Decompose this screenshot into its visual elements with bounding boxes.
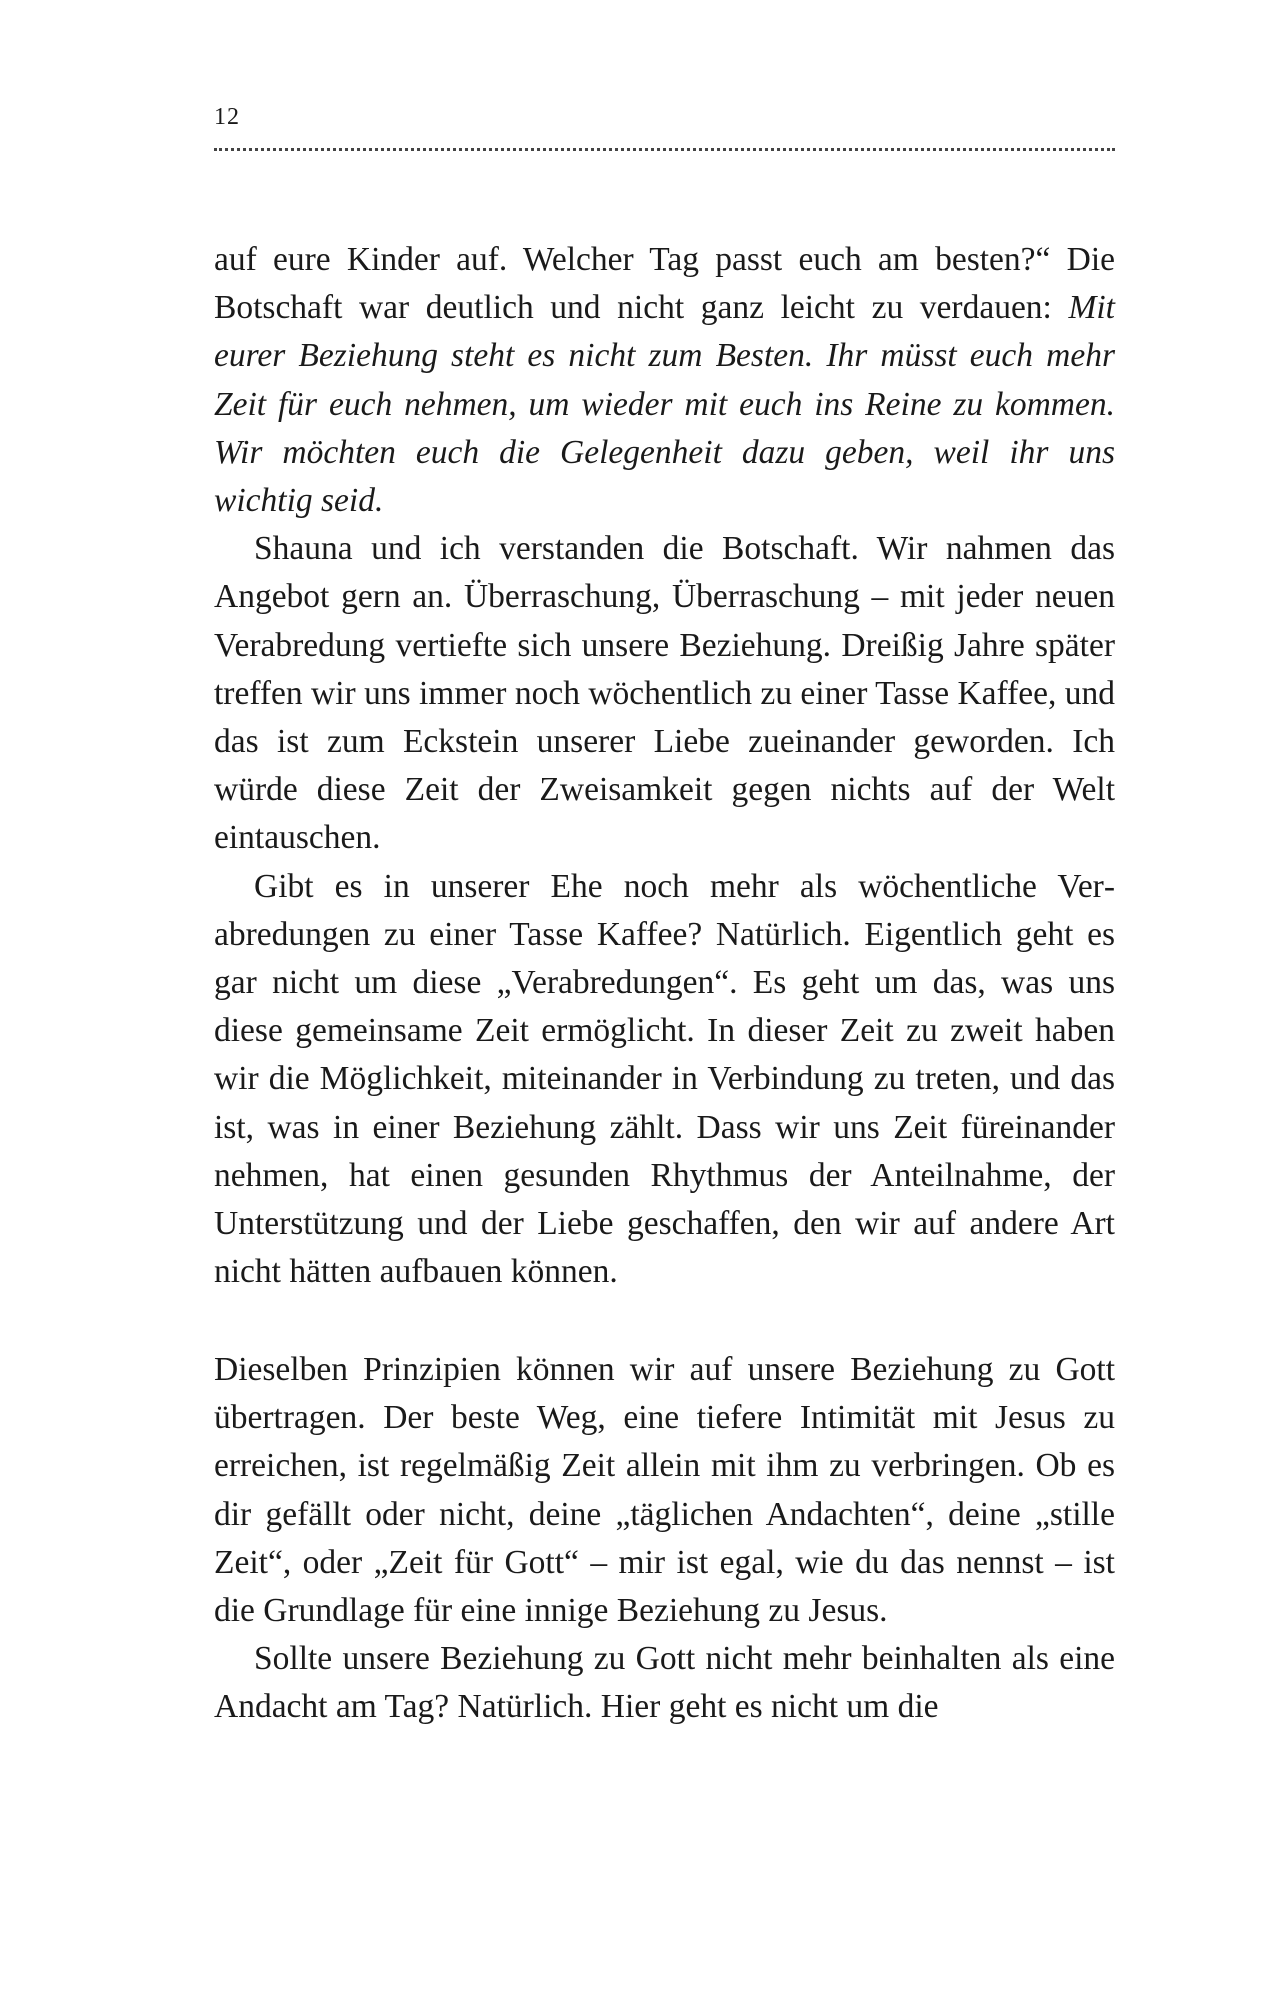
header-divider (214, 148, 1115, 151)
text-section-2 (214, 1346, 1115, 1732)
paragraph-2: Shauna und ich verstanden die Botschaft. Wir nahmen das Angebot gern an. Überraschung, Überraschung – mit jeder neuen Verabredung vertiefte sich unsere Beziehung. Dreißig Jahre später treffen wir uns immer noch wöchentlich zu einer Tasse Kaffee, und das ist zum Eckstein unserer Liebe zueinander geworden. Ich würde diese Zeit der Zweisamkeit gegen nichts auf der Welt eintauschen. (214, 530, 1115, 857)
paragraph-1-italic: Mit eurer Beziehung steht es nicht zum Besten. Ihr müsst euch mehr Zeit für euch nehmen, um wieder mit euch ins Reine zu kommen. Wir möchten euch die Gelegenheit dazu geben, weil ihr uns wichtig seid. (214, 289, 1115, 520)
paragraph-4: Dieselben Prinzipien können wir auf unsere Beziehung zu Gott übertragen. Der beste Weg, eine tiefere Intimität mit Jesus zu erreichen, ist regelmäßig Zeit allein mit ihm zu verbringen. Ob es dir gefällt oder nicht, deine „täglichen Andachten“, deine „stille Zeit“, oder „Zeit für Gott“ – mir ist egal, wie du das nennst – ist die Grundlage für eine innige Beziehung zu Jesus. (214, 1351, 1115, 1630)
page-number: 12 (214, 104, 240, 130)
text-section-1 (214, 236, 1115, 1296)
paragraph-1 (214, 236, 1115, 525)
paragraph-3: Gibt es in unserer Ehe noch mehr als wöchentliche Verabredungen zu einer Tasse Kaffee? Natürlich. Eigentlich geht es gar nicht um diese „Verabredungen“. Es geht um das, was uns diese gemeinsame Zeit ermöglicht. In dieser Zeit zu zweit haben wir die Möglichkeit, miteinander in Verbindung zu treten, und das ist, was in einer Beziehung zählt. Dass wir uns Zeit füreinander nehmen, hat einen gesunden Rhythmus der Anteilnahme, der Unterstützung und der Liebe geschaffen, den wir auf andere Art nicht hätten aufbauen können. (214, 867, 1115, 1291)
paragraph-5: Sollte unsere Beziehung zu Gott nicht mehr beinhalten als eine Andacht am Tag? Natürlich. Hier geht es nicht um die (214, 1640, 1115, 1726)
paragraph-1-text: auf eure Kinder auf. Welcher Tag passt euch am besten?“ Die Botschaft war deutlich und nicht ganz leicht zu verdauen: (214, 241, 1115, 327)
